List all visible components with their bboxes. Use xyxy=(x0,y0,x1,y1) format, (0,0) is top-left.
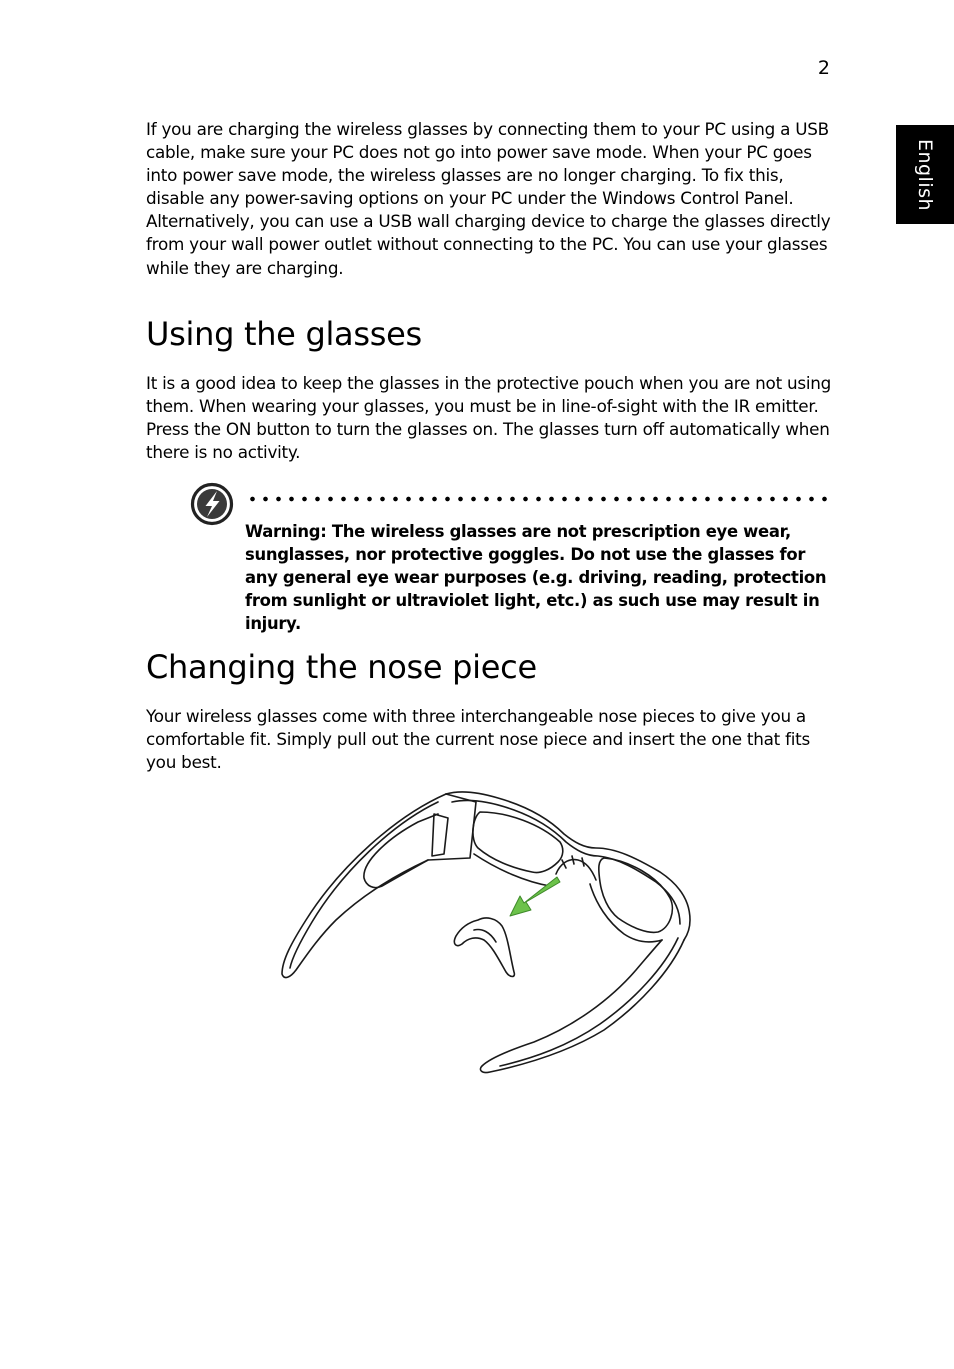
nose-piece xyxy=(454,918,514,977)
bridge xyxy=(556,860,596,880)
warning-lightning-icon xyxy=(190,482,234,526)
nose-piece-paragraph: Your wireless glasses come with three interchangeable nose pieces to give you a comfortable fit. Simply pull out the current nose piece and insert the one that fits you best. xyxy=(146,706,810,773)
using-glasses-paragraph: It is a good idea to keep the glasses in the protective pouch when you are not using them. When wearing your glasses, you must be in line-of-sight with the IR emitter. Press the ON button to turn the glasses on. The glasses turn off automatically when there is no activity. xyxy=(146,373,832,463)
language-tab xyxy=(896,125,954,224)
section-heading-using-glasses: Using the glasses xyxy=(146,315,422,353)
language-tab-label: English xyxy=(914,138,936,211)
left-temple-arm xyxy=(282,794,446,977)
warning-divider xyxy=(246,496,834,502)
intro-paragraph: If you are charging the wireless glasses by connecting them to your PC using a USB cable, make sure your PC does not go into power save mode. When your PC goes into power save mode, the wireless glasses are no longer charging. To fix this, disable any power-saving options on your PC under the Windows Control Panel. Alternatively, you can use a USB wall charging device to charge the glasses directly from your wall power outlet without connecting to the PC. You can use your glasses while they are charging. xyxy=(146,119,831,278)
page-number: 2 xyxy=(817,57,830,79)
glasses-illustration xyxy=(278,788,698,1078)
warning-text: Warning: The wireless glasses are not prescription eye wear, sunglasses, nor protective goggles. Do not use the glasses for any general eye wear purposes (e.g. driving, reading, protection from sunlight or ultraviolet light, etc.) as such use may result in injury. xyxy=(245,522,827,634)
section-heading-nose-piece: Changing the nose piece xyxy=(146,648,537,686)
